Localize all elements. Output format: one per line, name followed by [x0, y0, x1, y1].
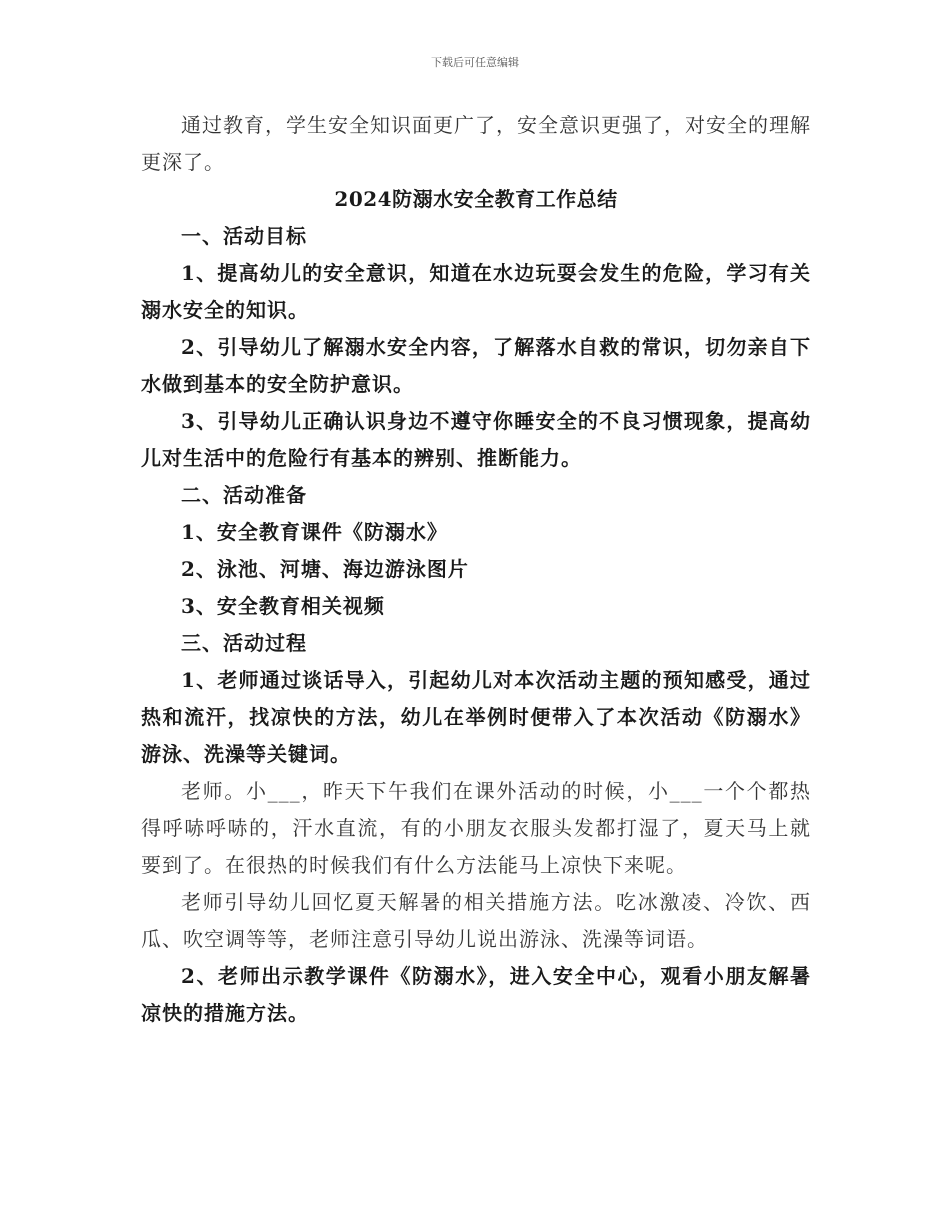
- section-heading-goals: 一、活动目标: [181, 224, 307, 248]
- goal-item-2: 2、引导幼儿了解溺水安全内容，了解落水自救的常识，切勿亲自下水做到基本的安全防护意识。: [141, 335, 811, 396]
- paragraph-intro: 通过教育，学生安全知识面更广了，安全意识更强了，对安全的理解更深了。: [141, 113, 811, 174]
- preparation-item-3: 3、安全教育相关视频: [181, 594, 385, 618]
- goal-item-3: 3、引导幼儿正确认识身边不遵守你睡安全的不良习惯现象，提高幼儿对生活中的危险行有基本的辨别、推断能力。: [141, 409, 811, 470]
- preparation-item-2: 2、泳池、河塘、海边游泳图片: [181, 557, 469, 581]
- section-heading-process: 三、活动过程: [181, 631, 307, 655]
- section-heading-preparation: 二、活动准备: [181, 483, 307, 507]
- document-title: 2024防溺水安全教育工作总结: [334, 187, 618, 211]
- document-body: [141, 107, 811, 1032]
- goal-item-1: 1、提高幼儿的安全意识，知道在水边玩耍会发生的危险，学习有关溺水安全的知识。: [141, 261, 811, 322]
- page-header: 下载后可任意编辑: [431, 56, 519, 69]
- teacher-guidance: 老师引导幼儿回忆夏天解暑的相关措施方法。吃冰激凌、冷饮、西瓜、吹空调等等，老师注意引导幼儿说出游泳、洗澡等词语。: [141, 890, 811, 951]
- process-step-2: 2、老师出示教学课件《防溺水》，进入安全中心，观看小朋友解暑凉快的措施方法。: [141, 964, 811, 1025]
- teacher-dialogue: 老师。小___，昨天下午我们在课外活动的时候，小___一个个都热得呼哧呼哧的，汗水直流，有的小朋友衣服头发都打湿了，夏天马上就要到了。在很热的时候我们有什么方法能马上凉快下来呢。: [141, 779, 811, 877]
- preparation-item-1: 1、安全教育课件《防溺水》: [181, 520, 448, 544]
- process-step-1: 1、老师通过谈话导入，引起幼儿对本次活动主题的预知感受，通过热和流汗，找凉快的方法，幼儿在举例时便带入了本次活动《防溺水》游泳、洗澡等关键词。: [141, 668, 811, 766]
